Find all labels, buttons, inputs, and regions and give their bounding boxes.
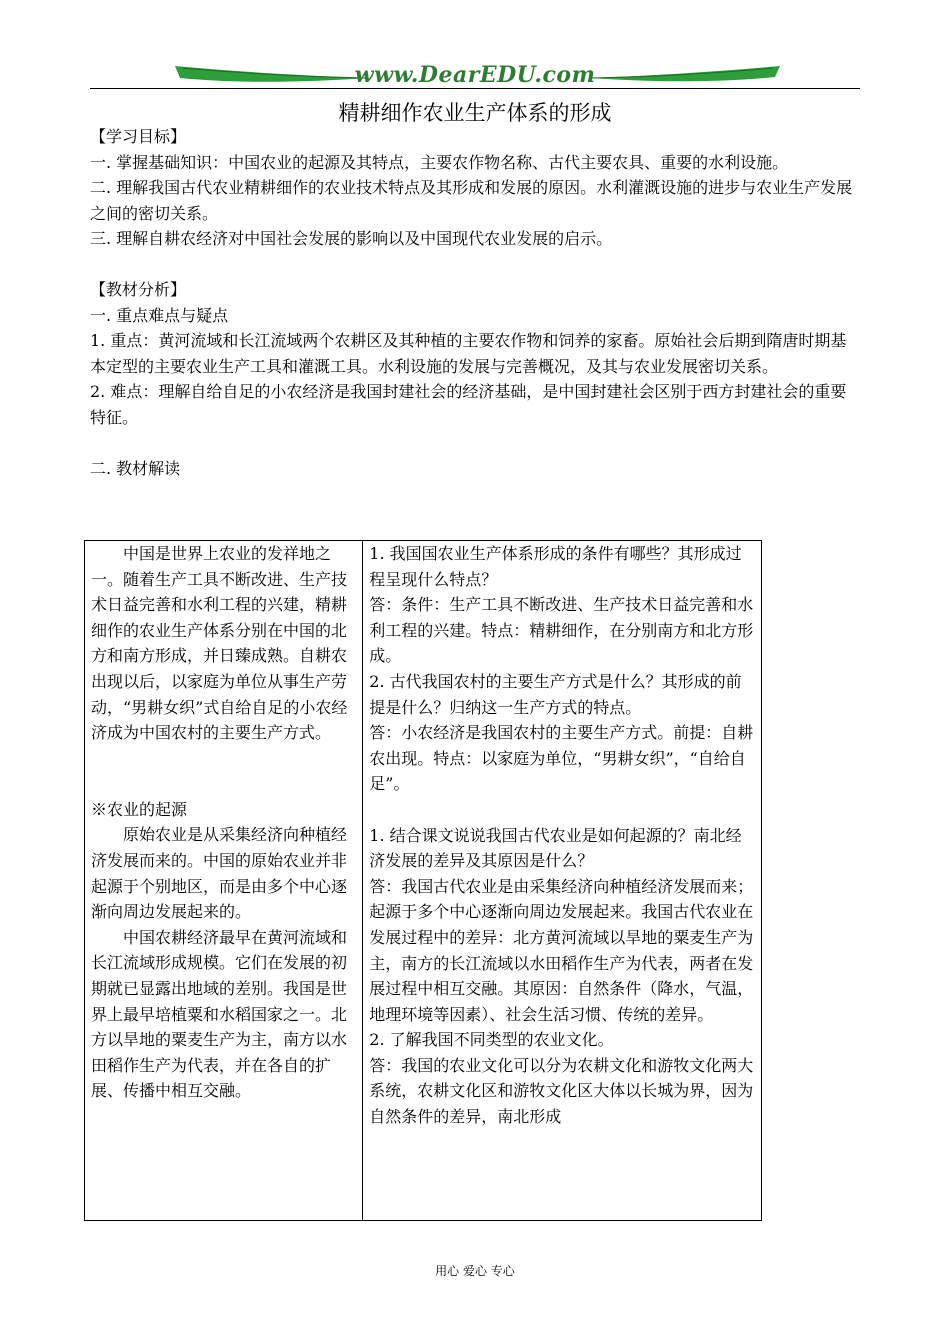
textbook-analysis-table (84, 540, 762, 1221)
answer-item: 答：我国古代农业是由采集经济向种植经济发展而来；起源于多个中心逐渐向周边发展起来。我国古代农业在发展过程中的差异：北方黄河流域以旱地的粟麦生产为主，南方的长江流域以水田稻作生产为代表，两者在发展过程中相互交融。其原因：自然条件（降水，气温，地理环境等因素）、社会生活习惯、传统的差异。 (369, 876, 754, 1024)
analysis-point: 2. 难点：理解自给自足的小农经济是我国封建社会的经济基础，是中国封建社会区别于西方封建社会的重要特征。 (90, 382, 847, 427)
analysis-subheading: 二. 教材解读 (90, 458, 181, 478)
site-header-banner (90, 58, 860, 92)
cell-paragraph: 中国农耕经济最早在黄河流域和长江流域形成规模。它们在发展的初期就已显露出地域的差别。我国是世界上最早培植粟和水稻国家之一。北方以旱地的粟麦生产为主，南方以水田稻作生产为代表，并在各自的扩展、传播中相互交融。 (91, 927, 348, 1101)
document-body (90, 124, 862, 481)
analysis-heading: 【教材分析】 (90, 280, 187, 299)
question-item: 2. 了解我国不同类型的农业文化。 (369, 1030, 614, 1050)
table-cell-right (363, 541, 762, 1221)
analysis-subheading: 一. 重点难点与疑点 (90, 305, 229, 325)
spacer (90, 252, 862, 278)
table-row (85, 541, 762, 1221)
question-item: 1. 结合课文说说我国古代农业是如何起源的？南北经济发展的差异及其原因是什么？ (369, 825, 742, 871)
header-divider (90, 88, 860, 89)
objective-item: 三. 理解自耕农经济对中国社会发展的影响以及中国现代农业发展的启示。 (90, 229, 613, 248)
spacer (369, 797, 755, 823)
spacer (90, 430, 862, 456)
analysis-point: 1. 重点：黄河流域和长江流域两个农耕区及其种植的主要农作物和饲养的家畜。原始社会后期到隋唐时期基本定型的主要农业生产工具和灌溉工具。水利设施的发展与完善概况，及其与农业发展密切关系。 (90, 331, 847, 376)
spacer (91, 746, 356, 797)
site-logo-text: www.DearEDU.com (354, 62, 596, 88)
objective-item: 二. 理解我国古代农业精耕细作的农业技术特点及其形成和发展的原因。水利灌溉设施的进步与农业生产发展之间的密切关系。 (90, 178, 853, 223)
page-title: 精耕细作农业生产体系的形成 (338, 101, 612, 125)
objective-item: 一. 掌握基础知识：中国农业的起源及其特点，主要农作物名称、古代主要农具、重要的水利设施。 (90, 152, 789, 172)
question-item: 2. 古代我国农村的主要生产方式是什么？其形成的前提是什么？归纳这一生产方式的特点。 (369, 671, 742, 717)
answer-item: 答：小农经济是我国农村的主要生产方式。前提：自耕农出现。特点：以家庭为单位，“男耕女织”，“自给自足”。 (369, 723, 754, 794)
objectives-heading: 【学习目标】 (90, 127, 187, 146)
answer-item: 答：条件：生产工具不断改进、生产技术日益完善和水利工程的兴建。特点：精耕细作，在分别南方和北方形成。 (369, 595, 754, 666)
cell-heading: ※农业的起源 (91, 799, 188, 819)
cell-paragraph: 中国是世界上农业的发祥地之一。随着生产工具不断改进、生产技术日益完善和水利工程的兴建，精耕细作的农业生产体系分别在中国的北方和南方形成，并日臻成熟。自耕农出现以后，以家庭为单位从事生产劳动，“男耕女织”式自给自足的小农经济成为中国农村的主要生产方式。 (91, 544, 348, 743)
table-cell-left (85, 541, 363, 1221)
answer-item: 答：我国的农业文化可以分为农耕文化和游牧文化两大系统，农耕文化区和游牧文化区大体以长城为界，因为自然条件的差异，南北形成 (369, 1055, 754, 1127)
cell-paragraph: 原始农业是从采集经济向种植经济发展而来的。中国的原始农业并非起源于个别地区，而是由多个中心逐渐向周边发展起来的。 (91, 825, 348, 922)
page-footer: 用心 爱心 专心 (435, 1264, 515, 1278)
question-item: 1. 我国国农业生产体系形成的条件有哪些？其形成过程呈现什么特点？ (369, 544, 742, 589)
